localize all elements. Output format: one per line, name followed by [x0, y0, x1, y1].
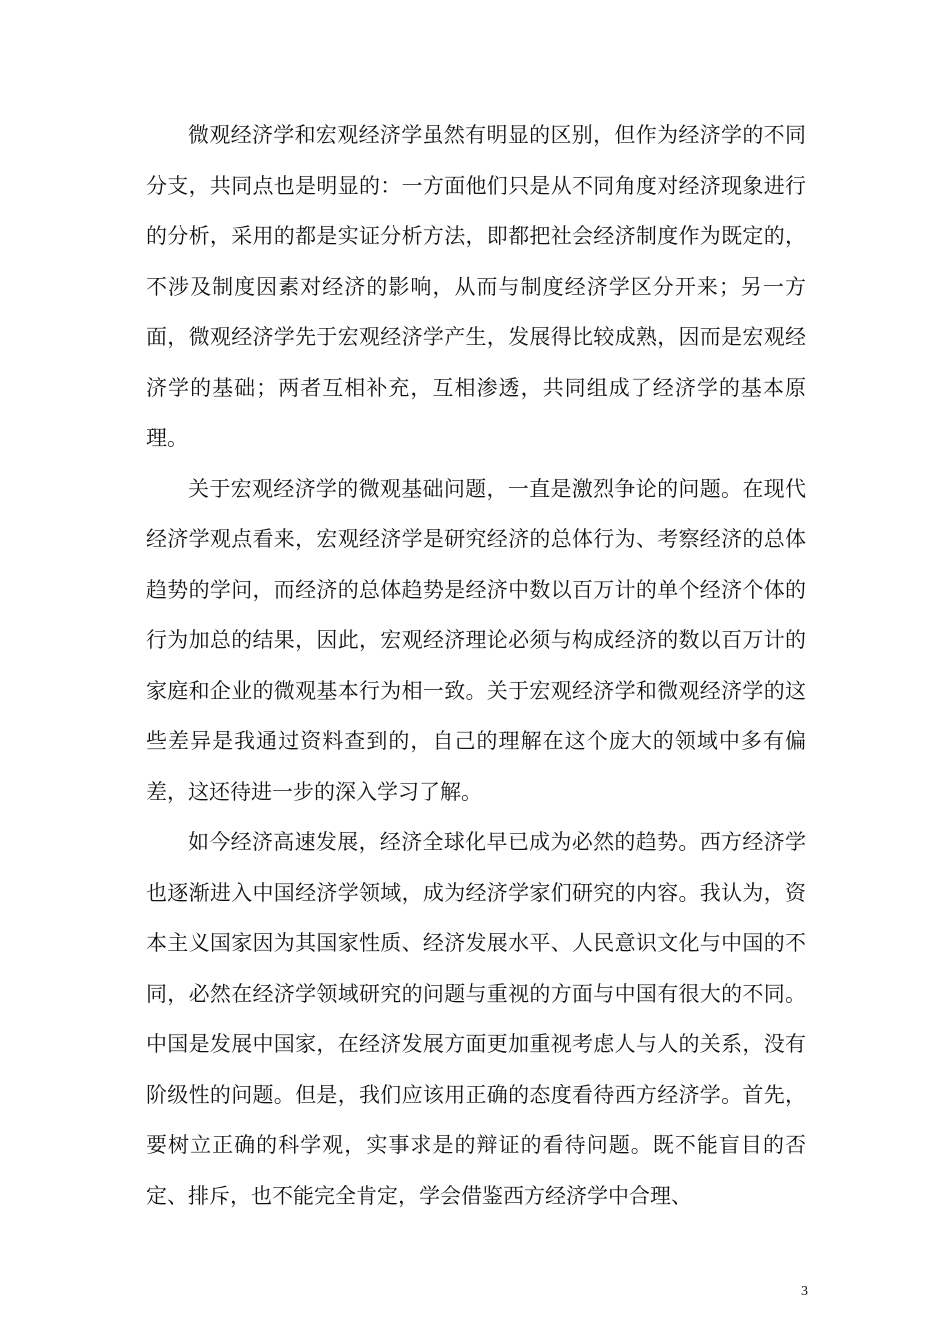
paragraph-1: 微观经济学和宏观经济学虽然有明显的区别，但作为经济学的不同分支，共同点也是明显的：一方面他们只是从不同角度对经济现象进行的分析，采用的都是实证分析方法，即都把社会经济制度作为既定的，不涉及制度因素对经济的影响，从而与制度经济学区分开来；另一方面，微观经济学先于宏观经济学产生，发展得比较成熟，因而是宏观经济学的基础；两者互相补充，互相渗透，共同组成了经济学的基本原理。	[146, 123, 806, 450]
paragraph-2: 关于宏观经济学的微观基础问题，一直是激烈争论的问题。在现代经济学观点看来，宏观经济学是研究经济的总体行为、考察经济的总体趋势的学问，而经济的总体趋势是经济中数以百万计的单个经济个体的行为加总的结果，因此，宏观经济理论必须与构成经济的数以百万计的家庭和企业的微观基本行为相一致。关于宏观经济学和微观经济学的这些差异是我通过资料查到的，自己的理解在这个庞大的领域中多有偏差，这还待进一步的深入学习了解。	[146, 476, 806, 804]
paragraph-3: 如今经济高速发展，经济全球化早已成为必然的趋势。西方经济学也逐渐进入中国经济学领域，成为经济学家们研究的内容。我认为，资本主义国家因为其国家性质、经济发展水平、人民意识文化与中国的不同，必然在经济学领域研究的问题与重视的方面与中国有很大的不同。中国是发展中国家，在经济发展方面更加重视考虑人与人的关系，没有阶级性的问题。但是，我们应该用正确的态度看待西方经济学。首先，要树立正确的科学观，实事求是的辩证的看待问题。既不能盲目的否定、排斥，也不能完全肯定，学会借鉴西方经济学中合理、	[146, 830, 806, 1208]
page-number: 3	[801, 1284, 808, 1299]
body-text	[146, 110, 806, 1221]
